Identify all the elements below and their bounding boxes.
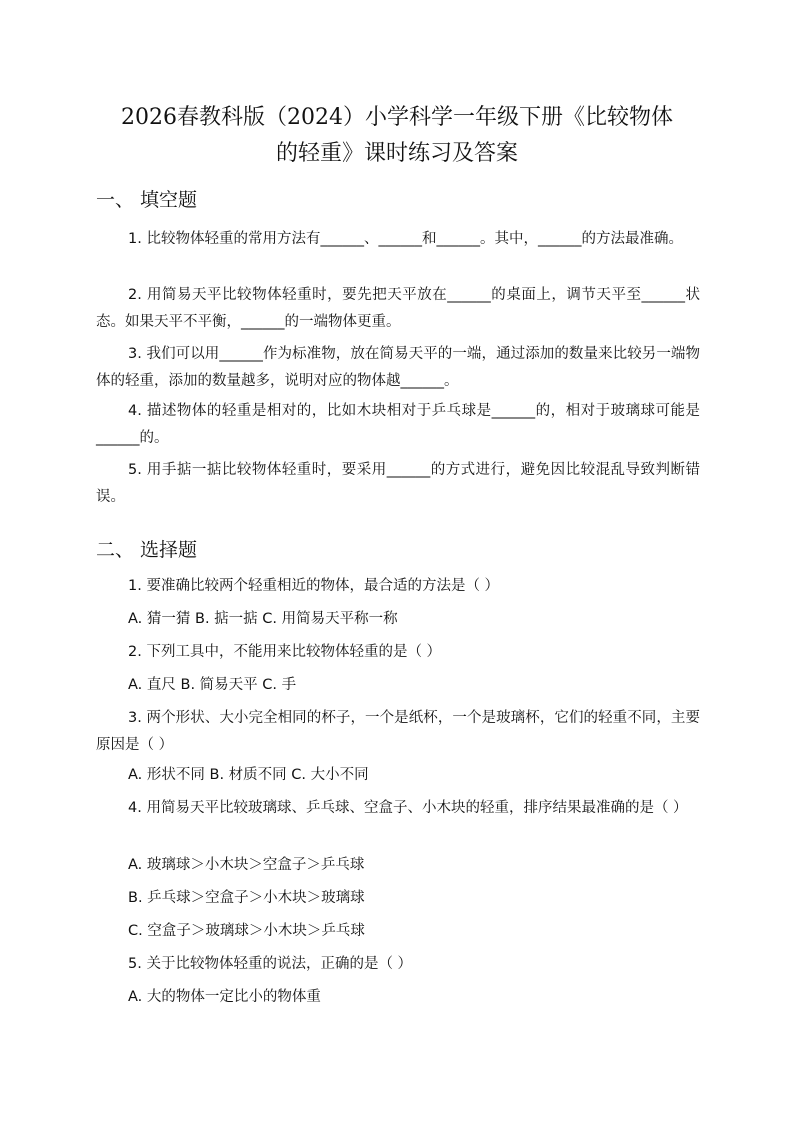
- fill-blank-question-4: 4. 描述物体的轻重是相对的，比如木块相对于乒乓球是______的，相对于玻璃球可能是______的。: [96, 403, 700, 446]
- fill-blank-question-5: 5. 用手掂一掂比较物体轻重时，要采用______的方式进行，避免因比较混乱导致判断错误。: [96, 462, 700, 505]
- section-heading-fill-blank: 一、 填空题: [96, 189, 198, 211]
- choice-question-1: 1. 要准确比较两个轻重相近的物体，最合适的方法是（ ）: [128, 578, 500, 594]
- title-line-2: 的轻重》课时练习及答案: [275, 141, 518, 166]
- choice-question-3: 3. 两个形状、大小完全相同的杯子，一个是纸杯，一个是玻璃杯，它们的轻重不同，主要原因是（ ）: [96, 710, 700, 753]
- choice-question-2: 2. 下列工具中，不能用来比较物体轻重的是（ ）: [128, 644, 442, 660]
- choice-question-4-option-b: B. 乒乓球＞空盒子＞小木块＞玻璃球: [128, 890, 365, 906]
- section-heading-multiple-choice: 二、 选择题: [96, 539, 198, 561]
- choice-question-3-options: A. 形状不同 B. 材质不同 C. 大小不同: [128, 767, 369, 783]
- choice-question-4-option-a: A. 玻璃球＞小木块＞空盒子＞乒乓球: [128, 857, 365, 873]
- fill-blank-question-3: 3. 我们可以用______作为标准物，放在简易天平的一端，通过添加的数量来比较另一端物体的轻重，添加的数量越多，说明对应的物体越______。: [96, 346, 700, 389]
- choice-question-4-option-c: C. 空盒子＞玻璃球＞小木块＞乒乓球: [128, 923, 365, 939]
- choice-question-2-options: A. 直尺 B. 简易天平 C. 手: [128, 677, 297, 693]
- choice-question-5: 5. 关于比较物体轻重的说法，正确的是（ ）: [128, 956, 413, 972]
- page-title: [90, 100, 704, 172]
- choice-question-1-options: A. 猜一猜 B. 掂一掂 C. 用简易天平称一称: [128, 611, 398, 627]
- choice-question-5-option-a: A. 大的物体一定比小的物体重: [128, 989, 321, 1005]
- fill-blank-question-1: 1. 比较物体轻重的常用方法有______、______和______。其中，______的方法最准确。: [128, 231, 683, 247]
- title-line-1: 2026春教科版（2024）小学科学一年级下册《比较物体: [121, 105, 673, 130]
- choice-question-4: 4. 用简易天平比较玻璃球、乒乓球、空盒子、小木块的轻重，排序结果最准确的是（ ）: [128, 800, 688, 816]
- fill-blank-question-2: 2. 用简易天平比较物体轻重时，要先把天平放在______的桌面上，调节天平至______状态。如果天平不平衡，______的一端物体更重。: [96, 287, 700, 330]
